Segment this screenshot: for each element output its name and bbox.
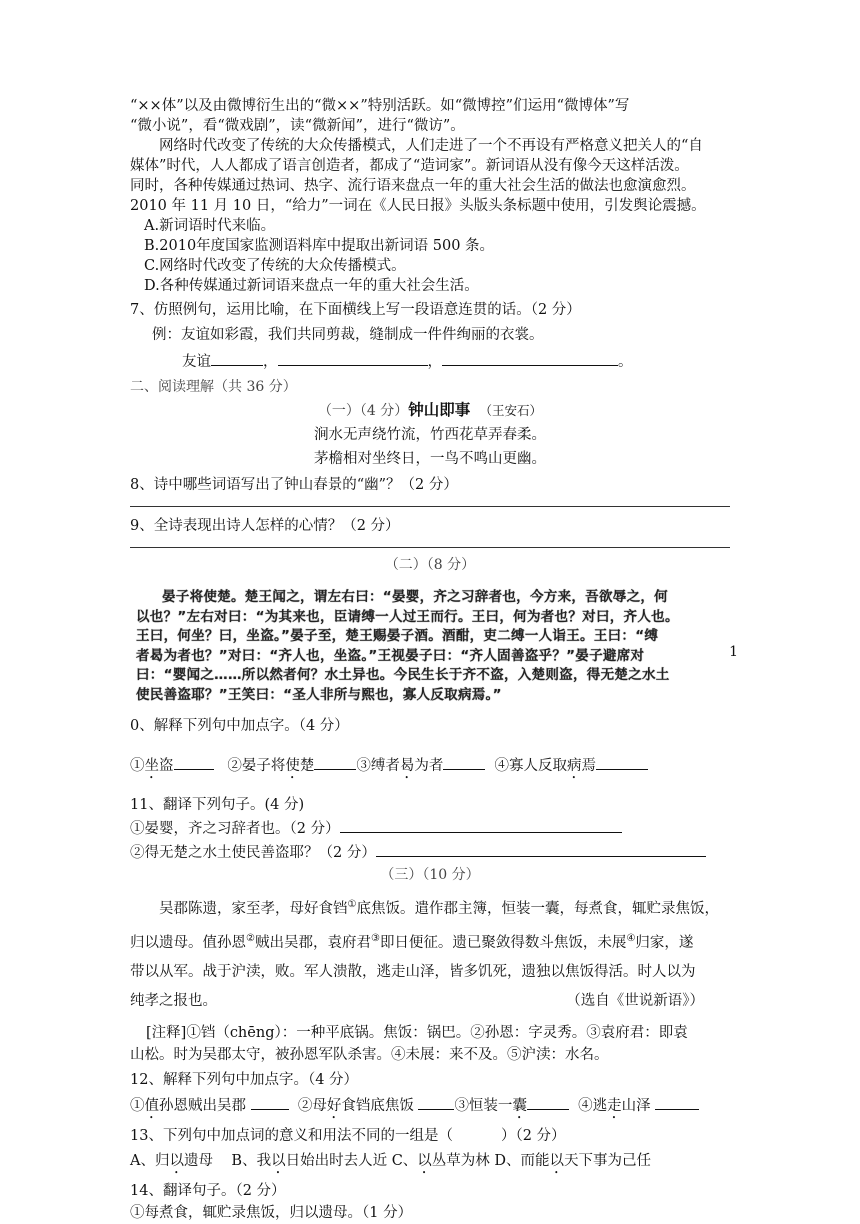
passage-line xyxy=(130,890,730,924)
punct: 。 xyxy=(618,354,633,370)
question-14: 14、翻译句子。（2 分） xyxy=(130,1182,286,1199)
source-citation: （选自《世说新语》） xyxy=(566,992,704,1009)
note-marker: ④ xyxy=(626,932,636,944)
item-label: ②母 xyxy=(297,1097,327,1114)
item-text: 食铛底焦饭 xyxy=(341,1097,414,1114)
answer-blank[interactable] xyxy=(314,753,356,770)
section-heading: 二、阅读理解（共 36 分） xyxy=(130,379,297,395)
answer-blank[interactable] xyxy=(278,349,428,366)
passage-line: 2010 年 11 月 10 日，“给力”一词在《人民日报》头版头条标题中使用，引发舆论震撼。 xyxy=(130,198,706,214)
answer-blank[interactable] xyxy=(376,840,706,857)
item-label: ②晏子将 xyxy=(227,758,286,774)
annotation-line: 山松。时为吴郡太守，被孙恩军队杀害。④未展：来不及。⑤沪渎：水名。 xyxy=(130,1046,609,1063)
answer-blank[interactable] xyxy=(442,349,618,366)
question-11: 11、翻译下列句子。(4 分) xyxy=(130,797,305,813)
option-a[interactable]: A.新词语时代来临。 xyxy=(144,218,276,234)
item-text: 为者 xyxy=(414,758,444,774)
annotation-line: [注释]①铛（chēng）：一种平底锅。焦饭：锅巴。②孙恩：字灵秀。③袁府君：即袁 xyxy=(146,1024,688,1041)
dotted-char: 以 xyxy=(169,1152,184,1169)
item-text: 山泽 xyxy=(621,1097,651,1114)
passage-line: 网络时代改变了传统的大众传播模式，人们走进了一个不再设有严格意义把关人的“自 xyxy=(159,138,703,154)
item-text: 盗 xyxy=(159,758,174,774)
answer-blank[interactable] xyxy=(251,1093,289,1110)
answer-blank[interactable] xyxy=(174,753,214,770)
dotted-char: 以 xyxy=(549,1152,565,1169)
punct: ， xyxy=(427,354,442,370)
option-c[interactable] xyxy=(392,1153,490,1169)
text: 底焦饭。遣作郡主簿，恒装一囊，每煮食，辄贮录焦饭， xyxy=(356,900,719,917)
dotted-char: 以 xyxy=(417,1152,432,1169)
option-text: A、归 xyxy=(130,1152,170,1169)
option-text: 日始出时去人近 xyxy=(285,1152,388,1169)
question-10: 0、解释下列句中加点字。（4 分） xyxy=(130,718,349,734)
option-a[interactable] xyxy=(130,1153,213,1169)
question-10-items xyxy=(130,753,730,782)
scan-line: 以也？”左右对曰：“为其来也，臣请缚一人过王而行。王曰，何为者也？对曰，齐人也。 xyxy=(136,608,679,625)
answer-line[interactable] xyxy=(130,547,730,548)
exam-page xyxy=(130,96,738,1224)
sentence-text: ①晏婴，齐之习辞者也。（2 分） xyxy=(130,821,340,837)
answer-blank[interactable] xyxy=(418,1093,454,1110)
question-13 xyxy=(130,1125,730,1147)
passage-line: 同时，各种传媒通过热词、热字、流行语来盘点一年的重大社会生活的做法也愈演愈烈。 xyxy=(130,178,696,194)
passage-line: 带以从军。战于沪渎，败。军人溃散，逃走山泽，皆多饥死，遗独以焦饭得活。时人以为 xyxy=(130,963,696,980)
poem-author: （王安石） xyxy=(479,403,543,418)
item-label: ④逃 xyxy=(578,1097,608,1114)
question-8: 8、诗中哪些词语写出了钟山春景的“幽”？（2 分） xyxy=(130,477,458,493)
answer-blank[interactable] xyxy=(596,753,648,770)
text: 贼出吴郡，袁府君 xyxy=(254,934,371,951)
text: 归家，遂 xyxy=(635,934,694,951)
note-marker: ① xyxy=(347,899,357,910)
dotted-char: 走 xyxy=(607,1097,622,1114)
question-7-answer-row xyxy=(130,349,730,373)
item-label: ③缚者 xyxy=(356,758,400,774)
answer-blank[interactable] xyxy=(443,753,485,770)
dotted-char: 以 xyxy=(271,1152,286,1169)
question-7: 7、仿照例句，运用比喻，在下面横线上写一段语意连贯的话。（2 分） xyxy=(130,302,581,318)
scan-line: 曰：“婴闻之……所以然者何？水土异也。今民生长于齐不盗，入楚则盗，得无楚之水土 xyxy=(136,667,670,683)
option-d[interactable] xyxy=(494,1153,651,1169)
part-3-passage xyxy=(130,890,730,1016)
item-text: 楚 xyxy=(299,758,315,774)
dotted-char: 好 xyxy=(326,1097,342,1114)
question-11-sentence-2 xyxy=(130,840,730,864)
question-6-passage xyxy=(130,96,730,296)
answer-blank[interactable] xyxy=(340,816,622,833)
option-text: C、 xyxy=(391,1152,418,1169)
item-text: 孙恩贼出吴郡 xyxy=(159,1097,246,1114)
question-text: 13、下列句中加点词的意义和用法不同的一组是（ xyxy=(130,1127,453,1144)
scan-line: 使民善盗耶？”王笑曰：“圣人非所与熙也，寡人反取病焉。” xyxy=(136,686,502,703)
answer-blank[interactable] xyxy=(211,349,263,366)
scan-line: 晏子将使楚。楚王闻之，谓左右曰：“晏婴，齐之习辞者也，今方来，吾欲辱之，何 xyxy=(162,589,668,605)
scan-line: 王曰，何坐？曰，坐盗。”晏子至，楚王赐晏子酒。酒酣，吏二缚一人诣王。王曰：“缚 xyxy=(136,628,659,644)
item-label: ① xyxy=(130,758,145,774)
option-c[interactable]: C.网络时代改变了传统的大众传播模式。 xyxy=(144,258,406,274)
item-label: ④寡人反取 xyxy=(494,758,568,774)
answer-blank[interactable] xyxy=(655,1093,699,1110)
note-marker: ③ xyxy=(370,932,380,944)
part-2-header: （二）（8 分） xyxy=(384,557,476,573)
question-11-sentence-1 xyxy=(130,816,730,840)
passage-line xyxy=(130,987,730,1016)
question-text: ）（2 分） xyxy=(500,1127,566,1144)
note-marker: ② xyxy=(246,932,255,944)
option-d[interactable]: D.各种传媒通过新词语来盘点一年的重大社会生活。 xyxy=(144,278,479,294)
poem-block xyxy=(130,398,730,471)
poem-line: 涧水无声绕竹流，竹西花草弄春柔。 xyxy=(314,427,546,443)
poem-line: 茅檐相对坐终日，一鸟不鸣山更幽。 xyxy=(314,451,546,467)
poem-number: （一）（4 分） xyxy=(317,403,409,419)
answer-blank[interactable] xyxy=(527,1093,569,1110)
poem-title: 钟山即事 xyxy=(408,400,471,419)
item-label: ① xyxy=(130,1097,145,1114)
scanned-passage xyxy=(130,586,730,707)
dotted-char: 囊 xyxy=(512,1097,527,1114)
option-text: 丛草为林 xyxy=(431,1152,490,1169)
dotted-char: 值 xyxy=(144,1097,159,1114)
question-14-sentence-1: ①每煮食，辄贮录焦饭，归以遗母。（1 分） xyxy=(130,1204,413,1221)
option-b[interactable] xyxy=(231,1153,387,1169)
option-b[interactable]: B.2010年度国家监测语料库中提取出新词语 500 条。 xyxy=(144,238,495,254)
text: 吴郡陈遗，家至孝，母好食铛 xyxy=(159,900,348,917)
passage-line: 媒体”时代，人人都成了语言创造者，都成了“造词家”。新词语从没有像今天这样活泼。 xyxy=(130,158,689,174)
scan-line: 者曷为者也？”对曰：“齐人也，坐盗。”王视晏子曰：“齐人固善盗乎？”晏子避席对 xyxy=(136,647,645,664)
text: 即日便征。遗已聚敛得数斗焦饭，未展 xyxy=(379,934,627,951)
item-text: 焉 xyxy=(581,758,597,774)
dotted-char: 坐 xyxy=(144,758,159,774)
question-12: 12、解释下列句中加点字。（4 分） xyxy=(130,1071,359,1088)
question-7-example: 例：友谊如彩霞，我们共同剪裁，缝制成一件件绚丽的衣裳。 xyxy=(152,327,544,343)
punct: ， xyxy=(263,354,278,370)
answer-lead: 友谊 xyxy=(182,354,211,370)
passage-line: “××体”以及由微博衍生出的“微××”特别活跃。如“微博控”们运用“微博体”写 xyxy=(130,98,630,114)
sentence-text: ②得无楚之水土使民善盗耶？（2 分） xyxy=(130,845,376,861)
text: 纯孝之报也。 xyxy=(130,992,217,1009)
option-text: D、而能 xyxy=(494,1152,550,1169)
question-13-options xyxy=(130,1150,730,1177)
dotted-char: 曷 xyxy=(399,758,415,774)
question-12-items xyxy=(130,1093,730,1122)
dotted-char: 使 xyxy=(285,758,300,774)
option-text: B、我 xyxy=(231,1152,272,1169)
question-9: 9、全诗表现出诗人怎样的心情？（2 分） xyxy=(130,518,400,534)
passage-line: “微小说”，看“微戏剧”，读“微新闻”，进行“微访”。 xyxy=(130,118,465,134)
option-text: 天下事为己任 xyxy=(564,1152,652,1169)
dotted-char: 病 xyxy=(567,758,582,774)
part-3-header: （三）（10 分） xyxy=(380,867,480,883)
passage-line xyxy=(130,924,730,958)
text: 归以遗母。值孙恩 xyxy=(130,934,246,951)
option-text: 遗母 xyxy=(183,1152,213,1169)
page-number: 1 xyxy=(729,644,738,660)
item-label: ③恒装一 xyxy=(454,1097,513,1114)
answer-line[interactable] xyxy=(130,506,730,507)
